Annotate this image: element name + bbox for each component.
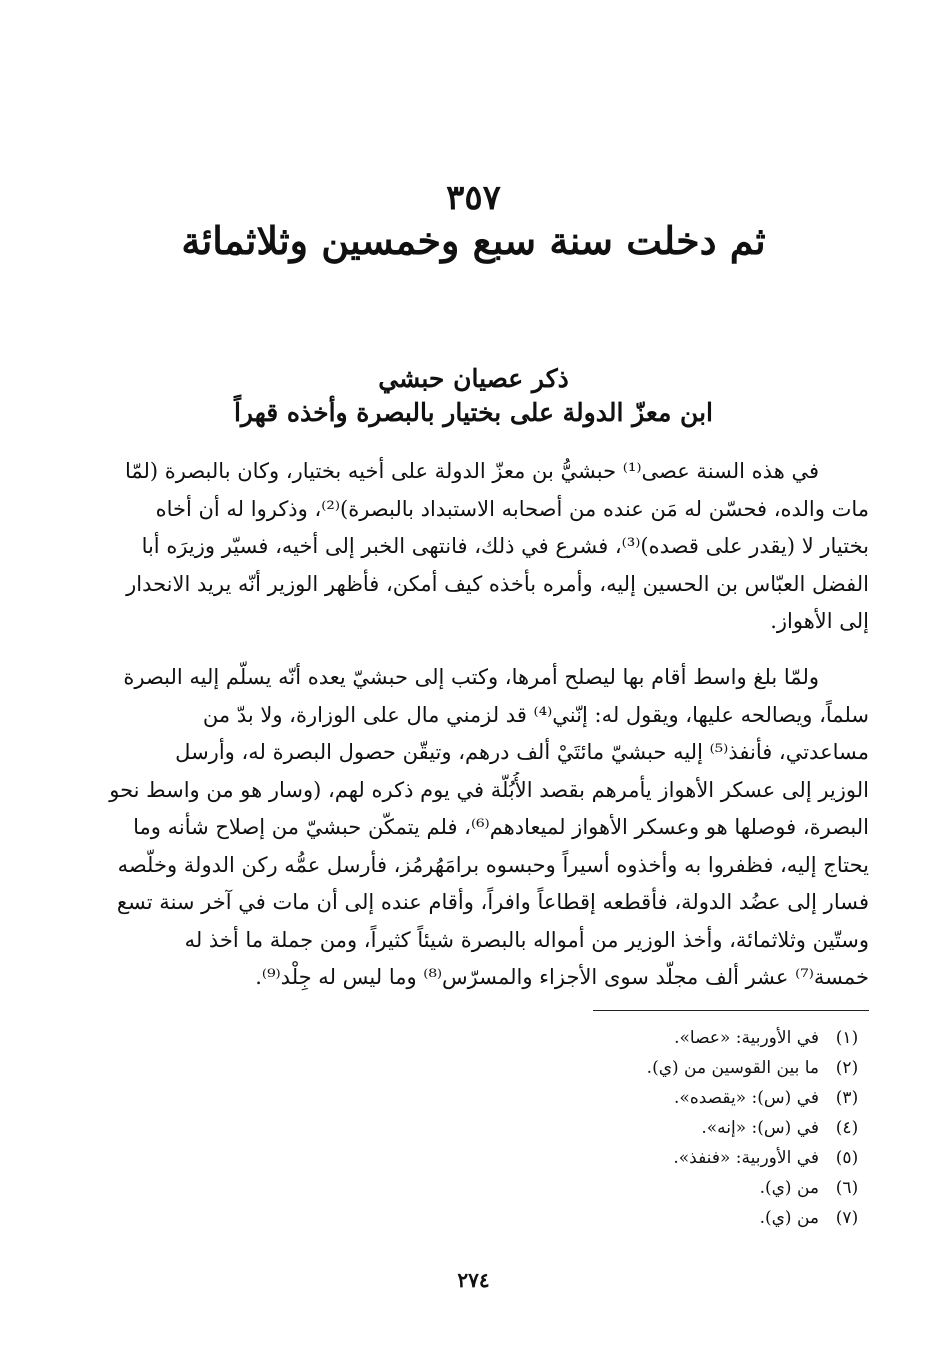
paragraph-line: سلماً، ويصالحه عليها، ويقول له: إنّني⁽⁴⁾ قد لزمني مال على الوزارة، ولا بدّ من: [202, 702, 869, 727]
footnote-text: من (ي).: [759, 1208, 819, 1228]
paragraph-line: وستّين وثلاثمائة، وأخذ الوزير من أمواله بالبصرة شيئاً كثيراً، ومن جملة ما أخذ له: [184, 927, 869, 952]
footnote-number: (١): [835, 1028, 859, 1048]
paragraph-line: بختيار لا (يقدر على قصده)⁽³⁾، فشرع في ذلك، فانتهى الخبر إلى أخيه، فسيّر وزيرَه أبا: [141, 534, 869, 558]
paragraph-line: ولمّا بلغ واسط أقام بها ليصلح أمرها، وكتب إلى حبشيّ يعده أنّه يسلّم إليه البصرة: [123, 665, 819, 689]
paragraph-line: البصرة، فوصلها هو وعسكر الأهواز لميعادهم⁽⁶⁾، فلم يتمكّن حبشيّ من إصلاح شأنه وما: [133, 815, 869, 839]
paragraph-line: في هذه السنة عصى⁽¹⁾ حبشيُّ بن معزّ الدولة على أخيه بختيار، وكان بالبصرة (لمّا: [124, 459, 819, 483]
section-heading-line1: ذكر عصيان حبشي: [378, 364, 569, 393]
section-heading-line2: ابن معزّ الدولة على بختيار بالبصرة وأخذه قهراً: [233, 398, 713, 427]
footnote-text: في الأوربية: «فنفذ».: [673, 1148, 819, 1168]
footnote-text: في (س): «إنه».: [701, 1118, 819, 1138]
paragraph-line: فسار إلى عضُد الدولة، فأقطعه إقطاعاً وافراً، وأقام عنده إلى أن مات في آخر سنة تسع: [116, 890, 869, 914]
paragraph-line: مساعدتي، فأنفذ⁽⁵⁾ إليه حبشيّ مائتَيْ ألف درهم، وتيقّن حصول البصرة له، وأرسل: [175, 740, 869, 764]
footnote-divider: [593, 1010, 869, 1011]
footnote-item: [369, 1023, 869, 1053]
paragraph-line: خمسة⁽⁷⁾ عشر ألف مجلّد سوى الأجزاء والمسرّس⁽⁸⁾ وما ليس له جِلْد⁽⁹⁾.: [255, 965, 869, 989]
year-number: ٣٥٧: [446, 178, 501, 218]
footnote-item: [369, 1083, 869, 1113]
paragraph-line: يحتاج إليه، فظفروا به وأخذوه أسيراً وحبسوه برامَهُرمُز، فأرسل عمُّه ركن الدولة وخلّصه: [117, 852, 869, 877]
chapter-title: ثم دخلت سنة سبع وخمسين وثلاثمائة: [181, 218, 766, 263]
footnote-number: (٧): [835, 1208, 859, 1228]
footnote-number: (٤): [835, 1118, 859, 1138]
footnote-text: من (ي).: [759, 1178, 819, 1198]
paragraph-line: مات والده، فحسّن له مَن عنده من أصحابه الاستبداد بالبصرة)⁽²⁾، وذكروا له أن أخاه: [155, 496, 869, 521]
footnote-number: (٢): [835, 1058, 859, 1078]
footnote-number: (٥): [835, 1148, 859, 1168]
footnote-text: في الأوربية: «عصا».: [674, 1028, 819, 1048]
footnote-text: ما بين القوسين من (ي).: [646, 1058, 819, 1078]
footnote-number: (٣): [835, 1088, 859, 1108]
footnote-item: [369, 1113, 869, 1143]
paragraph-line: الوزير إلى عسكر الأهواز يأمرهم بقصد الأُبُلّة في يوم ذكره لهم، (وسار هو من واسط نحو: [109, 777, 869, 802]
footnote-item: [369, 1203, 869, 1233]
paragraph-line: الفضل العبّاس بن الحسين إليه، وأمره بأخذه كيف أمكن، فأظهر الوزير أنّه يريد الانحدار: [126, 571, 869, 596]
paragraph-2: [71, 659, 869, 997]
footnote-item: [369, 1143, 869, 1173]
footnote-number: (٦): [835, 1178, 859, 1198]
footnote-item: [369, 1053, 869, 1083]
paragraph-line: إلى الأهواز.: [770, 609, 869, 633]
paragraph-1: [71, 453, 869, 641]
footnotes: [369, 1023, 869, 1233]
footnote-item: [369, 1173, 869, 1203]
page-number: ٢٧٤: [457, 1268, 490, 1292]
footnote-text: في (س): «يقصده».: [674, 1088, 819, 1108]
